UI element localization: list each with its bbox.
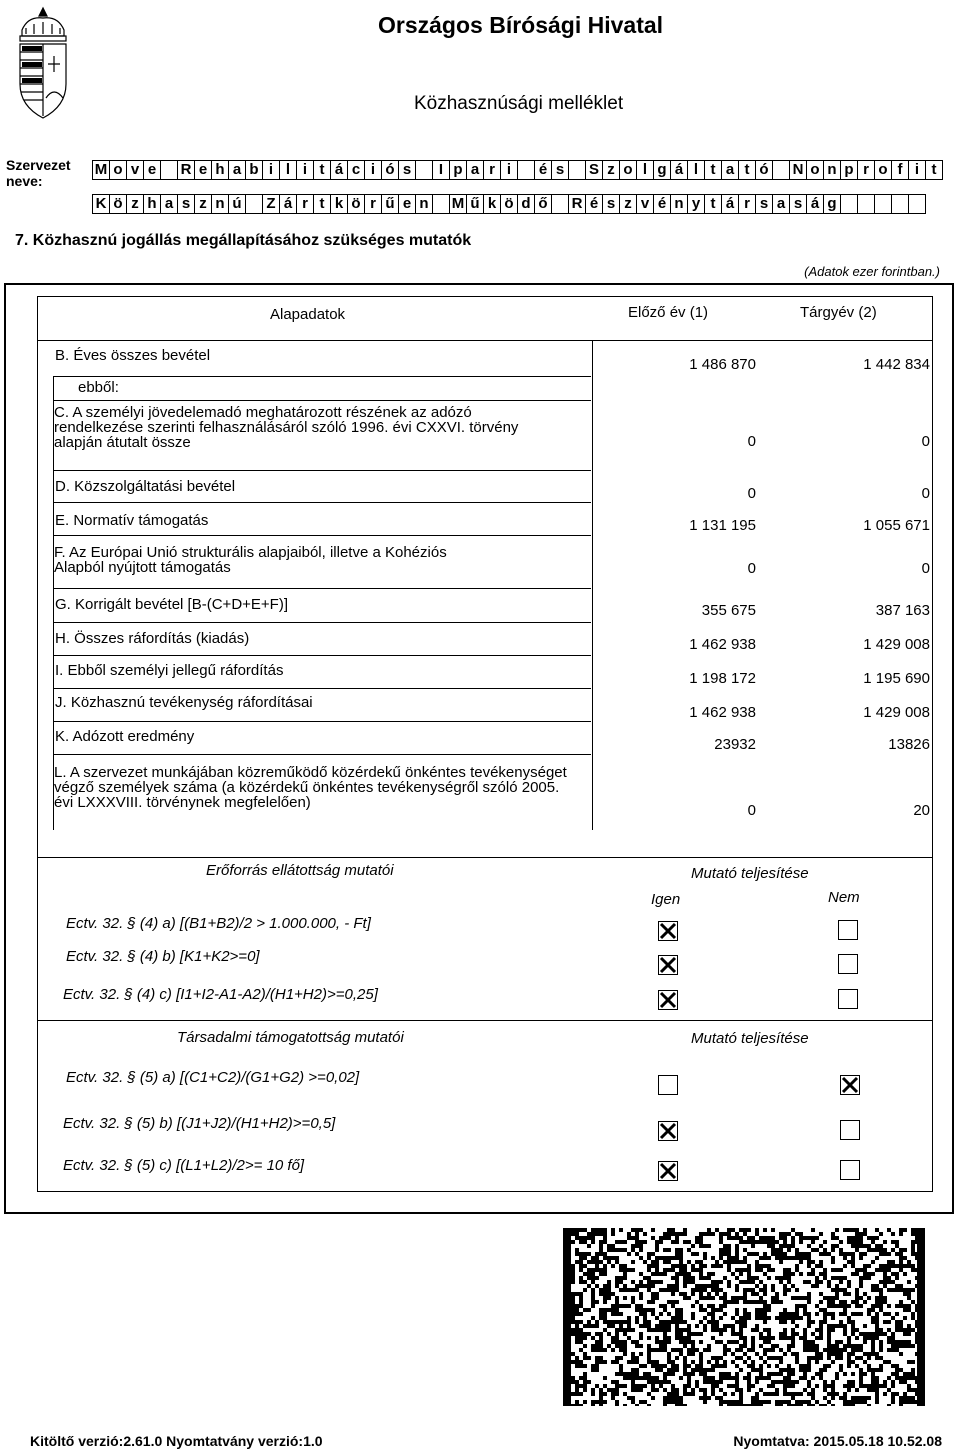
resource-c-yes-checkbox[interactable] — [658, 990, 678, 1010]
row-label-c: C. A személyi jövedelemadó meghatározott részének az adózó rendelkezése szerinti felhasználásáról szóló 1996. évi CXXVI. törvény alapján átutalt össze — [54, 404, 519, 451]
org-name-char-cell: s — [398, 160, 416, 180]
org-name-char-cell: a — [772, 194, 790, 214]
row-label-l: L. A szervezet munkájában közreműködő közérdekű önkéntes tevékenységet végző személyek száma (a közérdekű önkéntes tevékenységről szóló 2005. évi LXXXVIII. törvénynek megfelelően) — [54, 764, 567, 811]
resource-item-a: Ectv. 32. § (4) a) [(B1+B2)/2 > 1.000.000, - Ft] — [66, 915, 371, 932]
org-name-char-cell — [568, 160, 586, 180]
row-prev-j: 1 462 938 — [689, 704, 756, 721]
org-name-char-cell — [245, 194, 263, 214]
org-name-char-cell: a — [466, 160, 484, 180]
row-curr-k: 13826 — [888, 736, 930, 753]
page-title: Országos Bírósági Hivatal — [378, 12, 664, 38]
org-name-line-1 — [92, 160, 942, 182]
org-name-char-cell: t — [313, 160, 331, 180]
row-curr-h: 1 429 008 — [863, 636, 930, 653]
org-name-char-cell: s — [789, 194, 807, 214]
org-name-char-cell: á — [721, 194, 739, 214]
org-name-char-cell: t — [704, 194, 722, 214]
row-prev-b: 1 486 870 — [689, 356, 756, 373]
resource-item-b: Ectv. 32. § (4) b) [K1+K2>=0] — [66, 948, 260, 965]
org-name-char-cell: l — [636, 160, 654, 180]
row-prev-d: 0 — [747, 485, 756, 502]
social-a-no-checkbox[interactable] — [840, 1075, 860, 1095]
row-curr-l: 20 — [913, 802, 930, 819]
org-name-char-cell — [772, 160, 790, 180]
org-name-char-cell: i — [500, 160, 518, 180]
org-name-char-cell: y — [687, 194, 705, 214]
row-curr-b: 1 442 834 — [863, 356, 930, 373]
social-title: Társadalmi támogatottság mutatói — [177, 1029, 404, 1046]
org-name-char-cell: t — [925, 160, 943, 180]
row-prev-i: 1 198 172 — [689, 670, 756, 687]
row-label-of-which: ebből: — [78, 379, 119, 396]
resource-b-no-checkbox[interactable] — [838, 954, 858, 974]
org-name-char-cell — [517, 160, 535, 180]
barcode-icon — [563, 1228, 925, 1406]
org-name-char-cell: R — [568, 194, 586, 214]
org-name-char-cell: r — [857, 160, 875, 180]
org-name-char-cell — [160, 160, 178, 180]
org-name-char-cell — [874, 194, 892, 214]
org-name-char-cell: r — [296, 194, 314, 214]
row-label-g: G. Korrigált bevétel [B-(C+D+E+F)] — [55, 596, 288, 613]
org-name-char-cell: e — [143, 160, 161, 180]
footer-version: Kitöltő verzió:2.61.0 Nyomtatvány verzió:1.0 — [30, 1433, 323, 1449]
org-name-char-cell: d — [517, 194, 535, 214]
org-name-char-cell: i — [908, 160, 926, 180]
org-name-char-cell: é — [585, 194, 603, 214]
org-name-char-cell: t — [738, 160, 756, 180]
org-name-char-cell: v — [126, 160, 144, 180]
org-name-char-cell: s — [177, 194, 195, 214]
org-name-char-cell: h — [211, 160, 229, 180]
resource-b-yes-checkbox[interactable] — [658, 955, 678, 975]
social-c-no-checkbox[interactable] — [840, 1160, 860, 1180]
org-name-char-cell: a — [228, 160, 246, 180]
social-b-no-checkbox[interactable] — [840, 1120, 860, 1140]
row-curr-c: 0 — [921, 433, 930, 450]
resource-a-no-checkbox[interactable] — [838, 920, 858, 940]
row-curr-j: 1 429 008 — [863, 704, 930, 721]
org-name-char-cell: R — [177, 160, 195, 180]
org-name-char-cell: K — [92, 194, 110, 214]
org-name-char-cell: I — [432, 160, 450, 180]
row-prev-h: 1 462 938 — [689, 636, 756, 653]
row-label-e: E. Normatív támogatás — [55, 512, 209, 529]
org-name-char-cell: S — [585, 160, 603, 180]
org-name-char-cell: ö — [500, 194, 518, 214]
resource-a-yes-checkbox[interactable] — [658, 921, 678, 941]
social-b-yes-checkbox[interactable] — [658, 1121, 678, 1141]
org-name-char-cell: k — [330, 194, 348, 214]
org-name-char-cell: z — [619, 194, 637, 214]
footer-print-date: Nyomtatva: 2015.05.18 10.52.08 — [733, 1433, 942, 1449]
row-label-h: H. Összes ráfordítás (kiadás) — [55, 630, 250, 647]
org-name-char-cell: r — [738, 194, 756, 214]
org-name-char-cell: p — [449, 160, 467, 180]
org-name-char-cell: r — [483, 160, 501, 180]
org-name-char-cell: o — [874, 160, 892, 180]
org-name-char-cell: i — [262, 160, 280, 180]
row-curr-g: 387 163 — [875, 602, 930, 619]
org-name-char-cell: ö — [347, 194, 365, 214]
org-name-char-cell: o — [109, 160, 127, 180]
org-name-char-cell: i — [364, 160, 382, 180]
org-name-char-cell: e — [194, 160, 212, 180]
org-name-char-cell: M — [92, 160, 110, 180]
org-name-char-cell: l — [279, 160, 297, 180]
row-prev-f: 0 — [747, 560, 756, 577]
resource-item-c: Ectv. 32. § (4) c) [I1+I2-A1-A2)/(H1+H2)>=0,25] — [63, 986, 378, 1003]
resources-title: Erőforrás ellátottság mutatói — [206, 862, 394, 879]
org-name-char-cell: é — [534, 160, 552, 180]
row-prev-e: 1 131 195 — [689, 517, 756, 534]
org-name-char-cell: z — [602, 160, 620, 180]
row-prev-k: 23932 — [714, 736, 756, 753]
org-name-char-cell — [857, 194, 875, 214]
org-name-char-cell: ú — [228, 194, 246, 214]
row-prev-g: 355 675 — [701, 602, 756, 619]
org-name-char-cell — [551, 194, 569, 214]
org-name-char-cell: á — [670, 160, 688, 180]
org-name-char-cell: r — [364, 194, 382, 214]
org-name-char-cell: t — [313, 194, 331, 214]
row-label-b: B. Éves összes bevétel — [55, 347, 211, 364]
org-name-char-cell: z — [194, 194, 212, 214]
org-name-char-cell: N — [789, 160, 807, 180]
org-name-char-cell: á — [806, 194, 824, 214]
org-name-char-cell: ö — [109, 194, 127, 214]
org-name-char-cell: t — [704, 160, 722, 180]
org-name-char-cell: c — [347, 160, 365, 180]
row-label-i: I. Ebből személyi jellegű ráfordítás — [55, 662, 284, 679]
social-item-c: Ectv. 32. § (5) c) [(L1+L2)/2>= 10 fő] — [63, 1157, 305, 1174]
org-name-char-cell: s — [602, 194, 620, 214]
social-result-title: Mutató teljesítése — [691, 1030, 809, 1047]
org-name-char-cell: h — [143, 194, 161, 214]
org-name-char-cell: z — [126, 194, 144, 214]
org-name-char-cell: p — [840, 160, 858, 180]
org-name-char-cell: s — [551, 160, 569, 180]
social-c-yes-checkbox[interactable] — [658, 1161, 678, 1181]
org-name-char-cell: e — [398, 194, 416, 214]
org-name-char-cell — [415, 160, 433, 180]
row-label-k: K. Adózott eredmény — [55, 728, 195, 745]
org-name-char-cell: o — [806, 160, 824, 180]
col-header-curr: Tárgyév (2) — [800, 304, 877, 321]
org-name-line-2 — [92, 194, 925, 216]
org-name-char-cell: n — [670, 194, 688, 214]
org-name-char-cell: f — [891, 160, 909, 180]
col-header-basic: Alapadatok — [270, 306, 346, 323]
org-name-char-cell — [891, 194, 909, 214]
row-curr-f: 0 — [921, 560, 930, 577]
row-prev-l: 0 — [747, 802, 756, 819]
social-item-a: Ectv. 32. § (5) a) [(C1+C2)/(G1+G2) >=0,02] — [66, 1069, 360, 1086]
org-name-char-cell: ű — [381, 194, 399, 214]
org-name-char-cell: o — [619, 160, 637, 180]
social-item-b: Ectv. 32. § (5) b) [(J1+J2)/(H1+H2)>=0,5] — [63, 1115, 336, 1132]
row-curr-i: 1 195 690 — [863, 670, 930, 687]
org-name-char-cell — [432, 194, 450, 214]
org-name-char-cell: l — [687, 160, 705, 180]
org-name-char-cell: ó — [381, 160, 399, 180]
org-name-char-cell: g — [653, 160, 671, 180]
yes-header: Igen — [651, 891, 681, 908]
org-name-char-cell: v — [636, 194, 654, 214]
no-header: Nem — [828, 889, 860, 906]
org-name-char-cell: n — [211, 194, 229, 214]
row-label-f: F. Az Európai Unió strukturális alapjaiból, illetve a Kohéziós Alapból nyújtott támogatás — [54, 544, 447, 576]
resource-c-no-checkbox[interactable] — [838, 989, 858, 1009]
col-header-prev: Előző év (1) — [628, 304, 709, 321]
org-name-char-cell: é — [653, 194, 671, 214]
org-name-char-cell: a — [721, 160, 739, 180]
section-title: 7. Közhasznú jogállás megállapításához szükséges mutatók — [15, 232, 472, 249]
org-name-label: Szervezet neve: — [6, 157, 71, 189]
org-name-char-cell: b — [245, 160, 263, 180]
coat-of-arms-icon — [8, 6, 78, 148]
org-name-char-cell: n — [823, 160, 841, 180]
page-subtitle: Közhasznúsági melléklet — [414, 93, 624, 114]
org-name-char-cell: ő — [534, 194, 552, 214]
org-name-char-cell: M — [449, 194, 467, 214]
org-name-char-cell: i — [296, 160, 314, 180]
unit-note: (Adatok ezer forintban.) — [804, 264, 940, 279]
org-name-char-cell: á — [279, 194, 297, 214]
org-name-char-cell: a — [160, 194, 178, 214]
org-name-char-cell: Z — [262, 194, 280, 214]
org-name-char-cell: g — [823, 194, 841, 214]
social-a-yes-checkbox[interactable] — [658, 1075, 678, 1095]
org-name-char-cell: s — [755, 194, 773, 214]
org-name-char-cell — [840, 194, 858, 214]
row-label-j: J. Közhasznú tevékenység ráfordításai — [55, 694, 313, 711]
org-name-char-cell — [908, 194, 926, 214]
org-name-char-cell: ű — [466, 194, 484, 214]
org-name-char-cell: n — [415, 194, 433, 214]
row-curr-e: 1 055 671 — [863, 517, 930, 534]
row-label-d: D. Közszolgáltatási bevétel — [55, 478, 236, 495]
row-curr-d: 0 — [921, 485, 930, 502]
resources-result-title: Mutató teljesítése — [691, 865, 809, 882]
org-name-char-cell: á — [330, 160, 348, 180]
row-prev-c: 0 — [747, 433, 756, 450]
org-name-char-cell: ó — [755, 160, 773, 180]
org-name-char-cell: k — [483, 194, 501, 214]
